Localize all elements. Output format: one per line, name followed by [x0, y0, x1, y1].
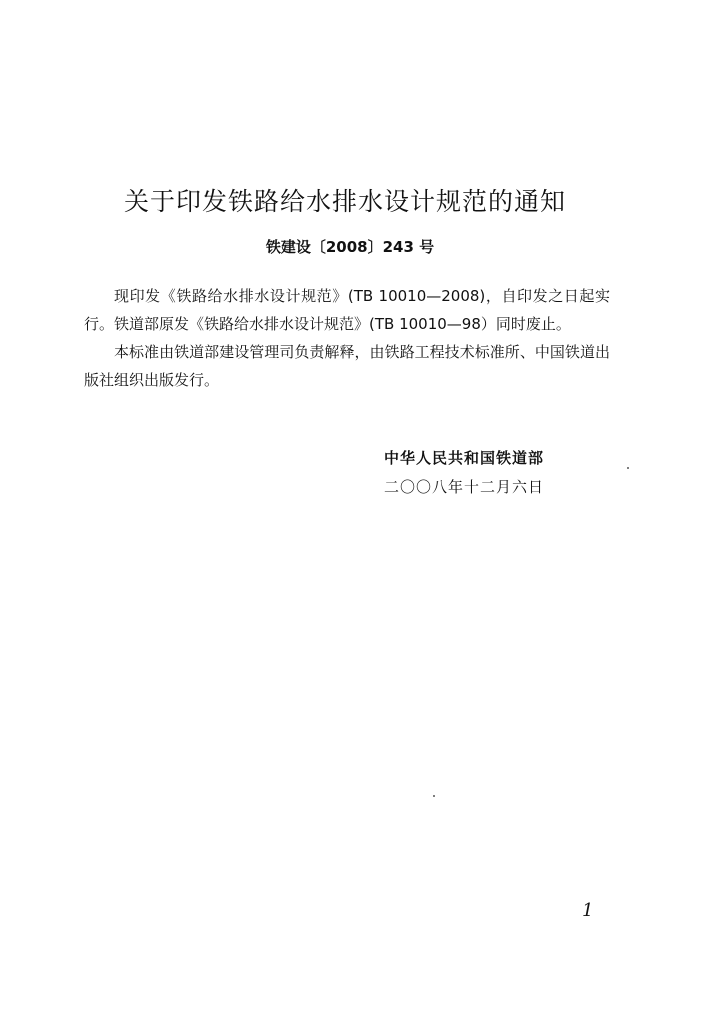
issuing-organization: 中华人民共和国铁道部	[384, 449, 545, 467]
issue-date: 二〇〇八年十二月六日	[384, 478, 545, 496]
scan-speck	[433, 795, 435, 797]
scan-speck	[627, 467, 629, 469]
body-paragraph: 本标准由铁道部建设管理司负责解释，由铁路工程技术标准所、中国铁道出版社组织出版发行。	[84, 343, 610, 389]
body-paragraph: 现印发《铁路给水排水设计规范》(TB 10010—2008)，自印发之日起实行。铁道部原发《铁路给水排水设计规范》(TB 10010—98）同时废止。	[84, 287, 610, 333]
page-number: 1	[582, 900, 594, 921]
document-number: 铁建设〔2008〕243 号	[265, 238, 435, 256]
document-body	[84, 282, 610, 394]
document-title: 关于印发铁路给水排水设计规范的通知	[123, 187, 566, 216]
signature-block	[384, 444, 544, 502]
